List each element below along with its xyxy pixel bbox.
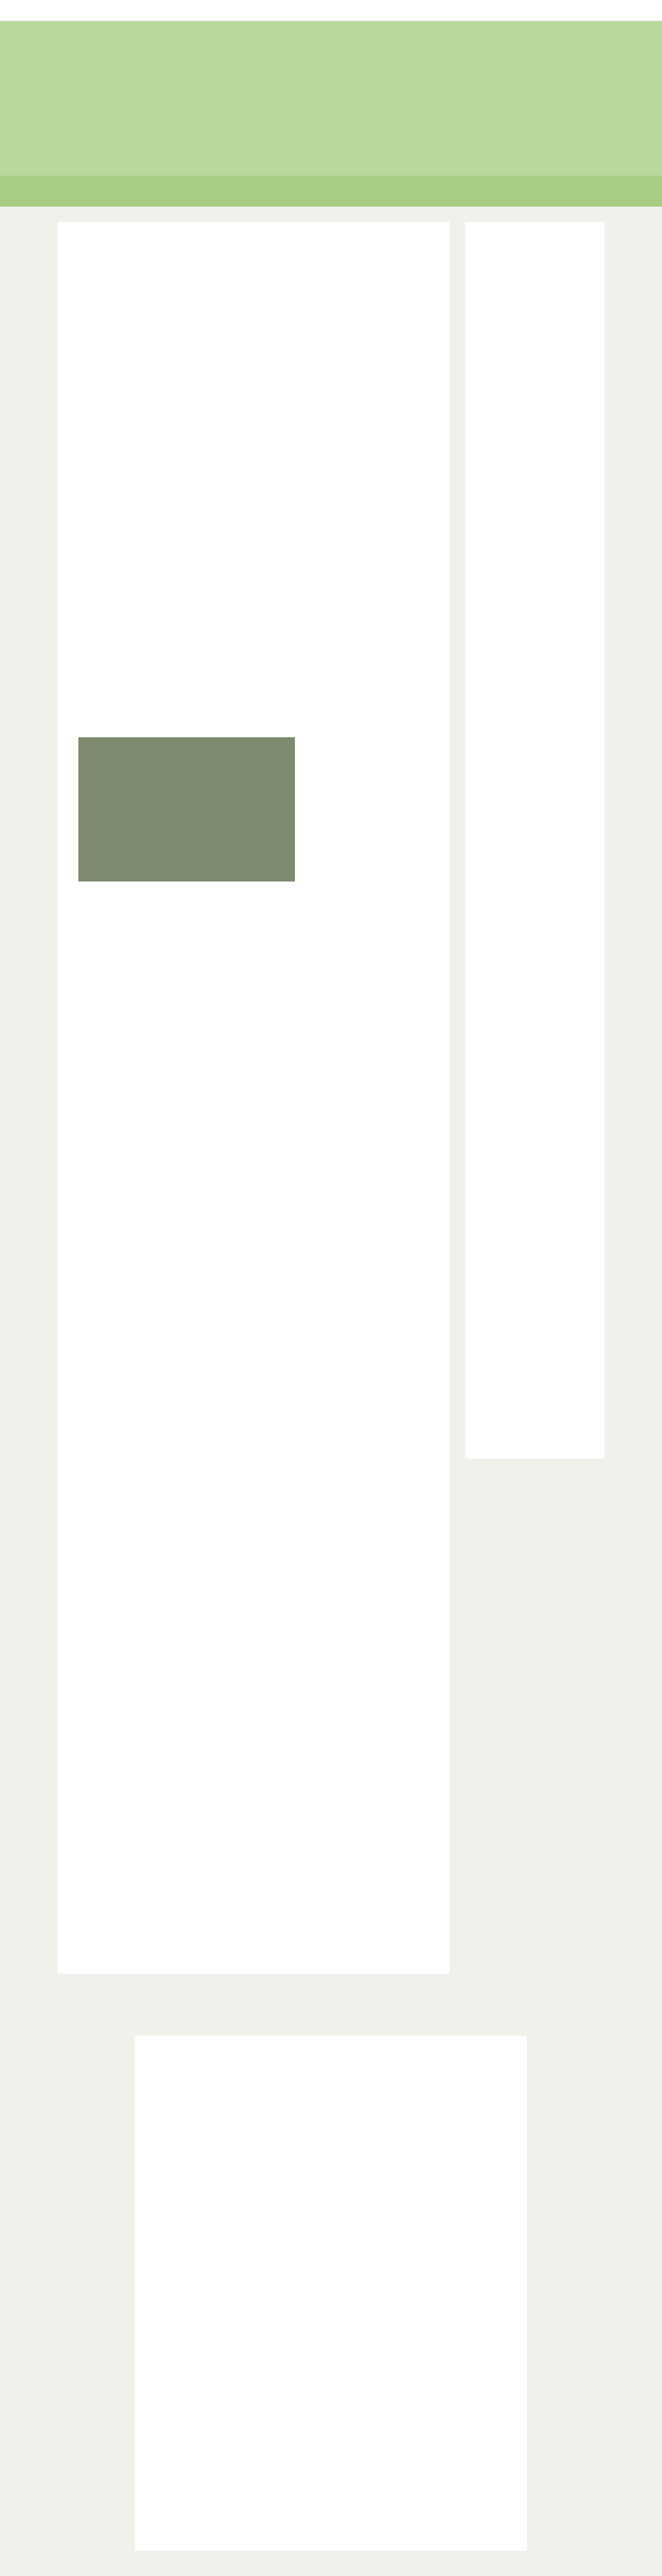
blog-navigation [0,176,662,207]
main-column [58,222,450,1974]
sidebar [465,222,604,1459]
article-photo [78,737,295,882]
content-area [58,207,604,2036]
top-bar [0,0,662,21]
blog-header [0,21,662,176]
lower-section [135,2036,527,2551]
